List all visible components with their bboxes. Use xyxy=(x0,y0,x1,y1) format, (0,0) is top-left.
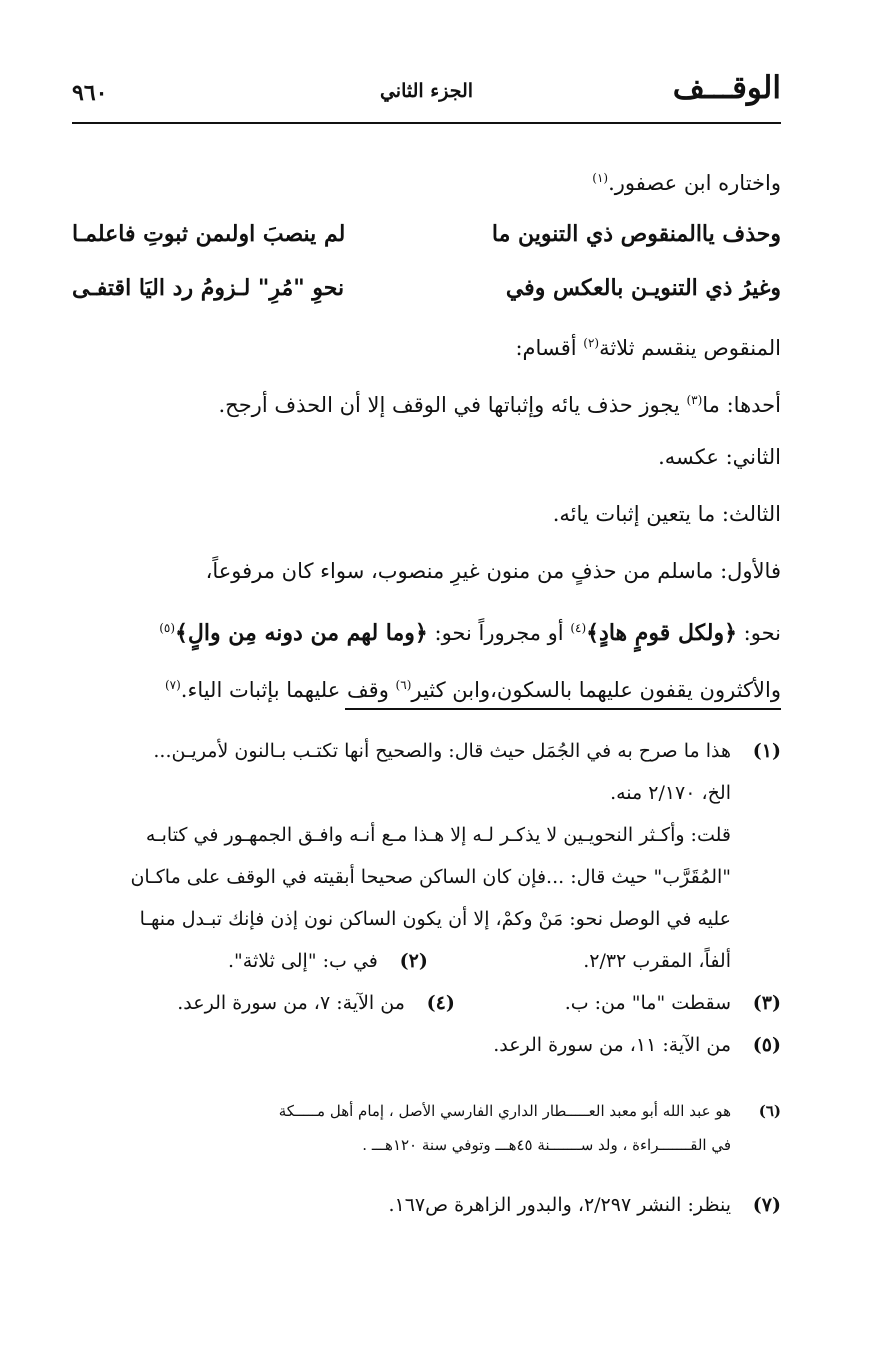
text-segment: فالأول: ماسلم من حذفٍ من منون غيرِ منصوب، سواء كان مرفوعاً، xyxy=(205,559,781,583)
quran-quote: ﴿ولكل قومٍ هادٍ﴾ xyxy=(586,620,737,646)
verse-line-1 xyxy=(72,207,781,261)
paragraph-line xyxy=(72,657,781,714)
footnote-number: (٢) xyxy=(399,950,428,972)
footnote-ref-2: (٢) xyxy=(583,336,600,350)
footnote-number: (٤) xyxy=(426,992,455,1014)
part-title: الجزء الثاني xyxy=(379,80,474,102)
quran-quote: ﴿وما لهم من دونه مِن والٍ﴾ xyxy=(175,620,428,646)
footnote-ref-7: (٧) xyxy=(164,678,181,692)
footnote-3 xyxy=(455,982,781,1024)
footnote-line: الخ، ٢/١٧٠ منه. xyxy=(610,782,731,804)
footnote-line: "المُقَرَّب" حيث قال: ...فإن كان الساكن صحيحا أبقيته في الوقف على ماكـان xyxy=(130,866,731,888)
footnote-line xyxy=(72,940,731,982)
paragraph-line xyxy=(72,429,781,486)
footnote-number: (٥) xyxy=(752,1034,781,1056)
footnote-text: في ب: "إلى ثلاثة". xyxy=(228,950,378,972)
footnote-line: هو عبد الله أبو معبد العـــــطار الداري الفارسي الأصل ، إمام أهل مـــــكة xyxy=(278,1102,731,1120)
text-segment: وقف عليهما بإثبات الياء. xyxy=(180,678,396,702)
footnote-ref-3: (٣) xyxy=(686,393,703,407)
text-segment: أحدها: ما xyxy=(702,393,781,417)
text-segment: أو مجروراً نحو: xyxy=(427,621,571,645)
footnote-text: سقطت "ما" من: ب. xyxy=(564,992,731,1014)
footnote-text: من الآية: ١١، من سورة الرعد. xyxy=(493,1034,731,1056)
paragraph-line xyxy=(72,372,781,429)
verse-2-first-hemistich: وغيرُ ذي التنويـن بالعكس وفي xyxy=(505,275,781,301)
footnote-number: (٧) xyxy=(752,1194,781,1216)
footnote-6 xyxy=(72,1094,781,1162)
paragraph-line xyxy=(72,486,781,543)
text-segment: أقسام: xyxy=(515,336,584,360)
footnote-text: ينظر: النشر ٢/٢٩٧، والبدور الزاهرة ص١٦٧. xyxy=(388,1194,731,1216)
text-segment: نحو: xyxy=(737,621,781,645)
paragraph-line xyxy=(72,315,781,372)
main-text xyxy=(72,150,781,714)
verse-line-2 xyxy=(72,261,781,315)
footnote-line: قلت: وأكـثر النحويـين لا يذكـر لـه إلا هـذا مـع أنـه وافـق الجمهـور في كتابـه xyxy=(145,824,731,846)
spacer xyxy=(72,1162,781,1184)
footnote-number: (٦) xyxy=(758,1102,781,1120)
footnote-line: في القـــــــراءة ، ولد ســـــــنة ٤٥هـــ وتوفي سنة ١٢٠هـــ . xyxy=(362,1136,731,1154)
footnote-ref-4: (٤) xyxy=(570,621,587,635)
footnote-number: (٣) xyxy=(752,992,781,1014)
footnote-2 xyxy=(125,940,428,982)
footnote-text xyxy=(72,1094,731,1162)
footnote-4 xyxy=(129,982,455,1024)
verse-2-second-hemistich: نحوِ "مُرِ" لـزومُ رد اليَا اقتفـى xyxy=(72,275,345,301)
intro-text: واختاره ابن عصفور. xyxy=(608,171,781,195)
paragraph-line xyxy=(72,600,781,657)
footnote-7 xyxy=(72,1184,781,1226)
footnote-separator xyxy=(345,708,781,710)
text-segment: والأكثرون يقفون عليهما بالسكون،وابن كثير xyxy=(411,678,781,702)
header-rule xyxy=(72,122,781,124)
footnote-1-end xyxy=(428,940,731,982)
text-segment: يجوز حذف يائه وإثباتها في الوقف إلا أن الحذف أرجح. xyxy=(218,393,687,417)
footnote-5 xyxy=(72,1024,781,1066)
footnote-line-text: ألفاً، المقرب ٢/٣٢. xyxy=(583,950,731,972)
page-header xyxy=(72,70,781,110)
verse-1-second-hemistich: لم ينصبَ اولىمن ثبوتِ فاعلمـا xyxy=(72,221,346,247)
intro-line xyxy=(72,150,781,207)
page-number: ٩٦٠ xyxy=(72,80,108,106)
footnote-line: هذا ما صرح به في الجُمَل حيث قال: والصحيح أنها تكتـب بـالنون لأمريـن... xyxy=(153,740,731,762)
footnote-line: عليه في الوصل نحو: مَنْ وكمْ، إلا أن يكون الساكن نون إذن فإنك تبـدل منهـا xyxy=(139,908,731,930)
footnote-ref-5: (٥) xyxy=(159,621,176,635)
chapter-title: الوقـــف xyxy=(672,70,781,106)
paragraph-line xyxy=(72,543,781,600)
footnote-ref-1: (١) xyxy=(592,171,609,185)
text-segment: المنقوص ينقسم ثلاثة xyxy=(599,336,781,360)
footnote-1 xyxy=(72,730,781,982)
footnote-text: من الآية: ٧، من سورة الرعد. xyxy=(177,992,405,1014)
footnotes xyxy=(72,730,781,1226)
footnote-number: (١) xyxy=(752,740,781,762)
footnote-row-3-4 xyxy=(72,982,781,1024)
footnote-ref-6: (٦) xyxy=(395,678,412,692)
text-segment: الثاني: عكسه. xyxy=(658,445,781,469)
text-segment: الثالث: ما يتعين إثبات يائه. xyxy=(552,502,781,526)
footnote-text xyxy=(72,730,731,982)
verse-1-first-hemistich: وحذف ياالمنقوص ذي التنوين ما xyxy=(491,221,781,247)
spacer xyxy=(72,1066,781,1094)
